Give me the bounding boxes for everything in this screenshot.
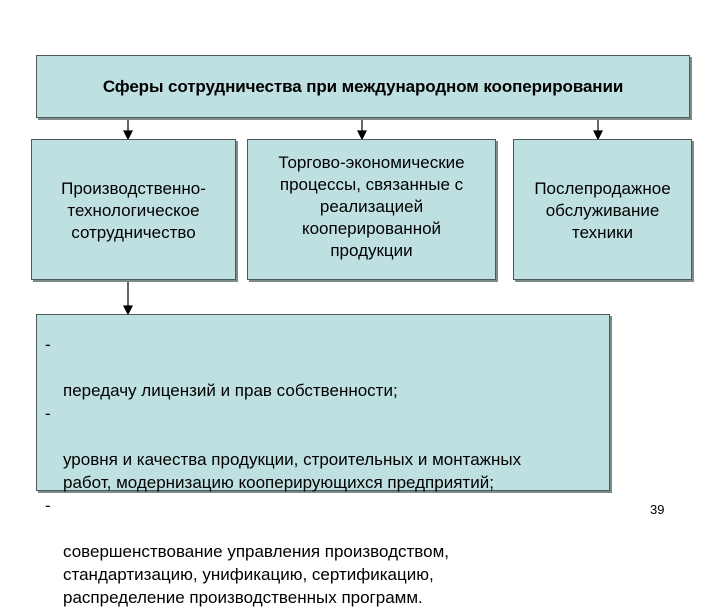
list-item: [45, 333, 609, 402]
list-item-text: уровня и качества продукции, строительных и монтажных работ, модернизацию кооперирующихся предприятий;: [63, 450, 522, 492]
arrowhead-trade: [358, 131, 366, 139]
list-item: [45, 494, 609, 609]
diagram-title: Сферы сотрудничества при международном кооперировании: [102, 76, 624, 96]
diagram-title-box: [36, 55, 690, 118]
list-item: [45, 402, 609, 494]
arrowhead-production: [124, 131, 132, 139]
category-label: Производственно- технологическое сотрудничество: [61, 179, 206, 242]
list-item-text: передачу лицензий и прав собственности;: [63, 381, 398, 400]
bullet-dash: -: [45, 496, 51, 515]
category-trade-economic: [247, 139, 496, 280]
details-box: [36, 314, 610, 607]
category-production-technological: [31, 139, 236, 280]
category-label: Торгово-экономические процессы, связанные с реализацией кооперированной продукции: [278, 153, 465, 260]
arrowhead-service: [594, 131, 602, 139]
bullet-dash: -: [45, 335, 51, 354]
category-label: Послепродажное обслуживание техники: [534, 179, 671, 242]
details-list: [45, 333, 609, 609]
arrowhead-details: [124, 306, 132, 314]
list-item-text: совершенствование управления производством, стандартизацию, унификацию, сертификацию, распределение производственных программ.: [63, 542, 449, 607]
bullet-dash: -: [45, 404, 51, 423]
page-number: 39: [650, 502, 665, 517]
category-after-sales-service: [513, 139, 692, 280]
